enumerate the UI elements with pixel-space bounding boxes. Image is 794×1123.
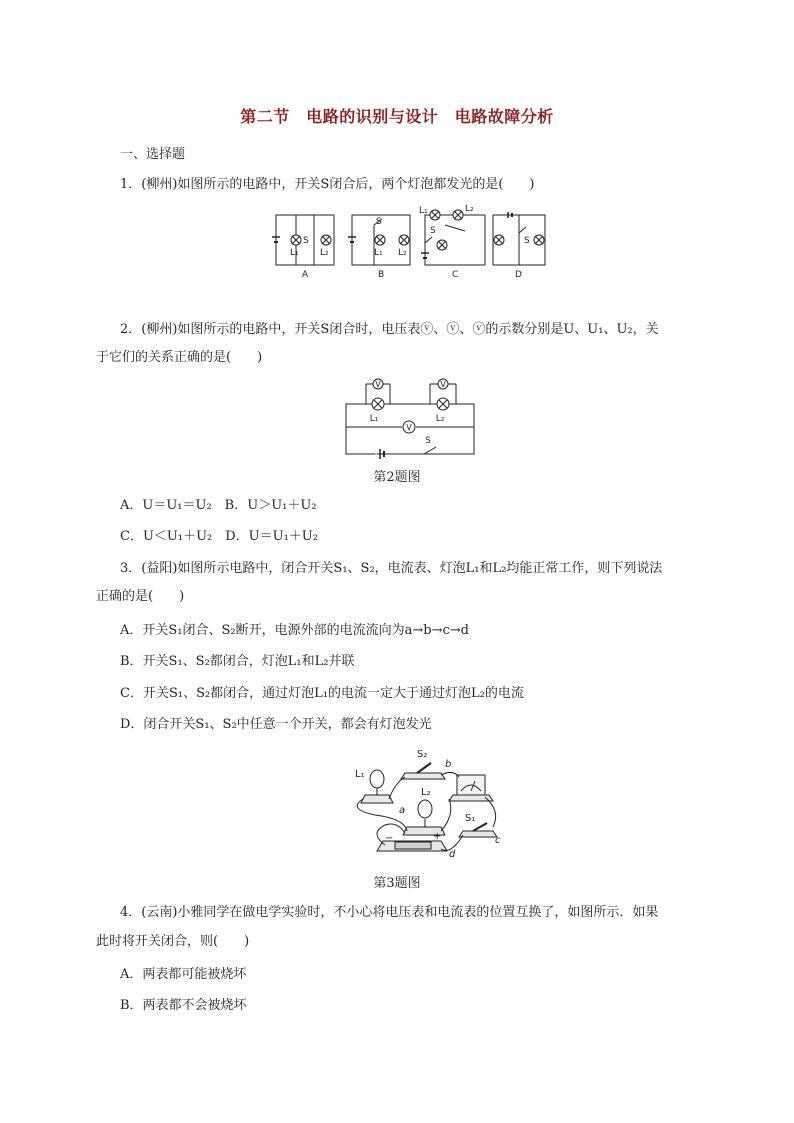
question-3-text-line2: 正确的是( )	[96, 589, 185, 604]
question-3-caption: 第3题图	[373, 876, 421, 891]
label-switch-q2: S	[425, 436, 431, 446]
option-label-d: D	[515, 270, 522, 280]
label-point-c: c	[495, 835, 501, 846]
label-point-d: d	[449, 849, 456, 860]
question-2-caption: 第2题图	[373, 470, 421, 485]
question-1-text: 1．(柳州)如图所示的电路中，开关S闭合后，两个灯泡都发光的是( )	[120, 177, 535, 192]
label-lamp2-a: L₂	[320, 248, 329, 258]
label-lamp1-b: L₁	[374, 248, 383, 258]
label-lamp1-c: L₁	[419, 206, 428, 216]
section-label: 一、选择题	[120, 147, 186, 162]
option-label-a: A	[302, 270, 309, 280]
label-lamp2-b: L₂	[398, 248, 407, 258]
question-3-figure	[345, 745, 505, 863]
label-point-b: b	[445, 759, 452, 770]
voltmeter-v2-label: V	[440, 380, 446, 389]
question-1-figure	[270, 203, 550, 283]
label-switch-d: S	[524, 236, 530, 246]
question-3-option-a: A．开关S₁闭合、S₂断开，电源外部的电流流向为a→b→c→d	[120, 623, 469, 638]
label-point-a: a	[399, 805, 406, 816]
question-3-text-line1: 3．(益阳)如图所示电路中，闭合开关S₁、S₂，电流表、灯泡L₁和L₂均能正常工作，则下列说法	[120, 561, 663, 576]
question-3-option-b: B．开关S₁、S₂都闭合，灯泡L₁和L₂并联	[120, 654, 355, 669]
option-label-c: C	[452, 270, 459, 280]
question-4-text-line1: 4．(云南)小雅同学在做电学实验时，不小心将电压表和电流表的位置互换了，如图所示．如果	[120, 905, 659, 920]
question-2-text-line1: 2．(柳州)如图所示的电路中，开关S闭合时，电压表ⓥ、ⓥ、ⓥ的示数分别是U、U₁、U₂，关	[120, 322, 659, 337]
page-title: 第二节 电路的识别与设计 电路故障分析	[240, 107, 554, 126]
circuit-option-d	[493, 212, 545, 265]
voltmeter-v-label: V	[406, 423, 412, 432]
label-lamp2-q2: L₂	[435, 414, 445, 424]
question-2-options-line1: A．U＝U₁＝U₂ B．U＞U₁＋U₂	[120, 498, 317, 513]
label-lamp1-a: L₁	[290, 248, 299, 258]
label-lamp1-q2: L₁	[369, 414, 379, 424]
label-switch-b: S	[376, 217, 382, 227]
label-switch1-q3: S₁	[465, 813, 476, 824]
option-label-b: B	[378, 270, 385, 280]
voltmeter-v1-label: V	[375, 380, 381, 389]
question-4-option-b: B．两表都不会被烧坏	[120, 998, 247, 1013]
label-switch2-q3: S₂	[417, 749, 428, 760]
question-2-text-line2: 于它们的关系正确的是( )	[96, 350, 263, 365]
label-battery-minus: −	[385, 833, 394, 844]
question-3-option-d: D．闭合开关S₁、S₂中任意一个开关，都会有灯泡发光	[120, 717, 432, 732]
question-3-option-c: C．开关S₁、S₂都闭合，通过灯泡L₁的电流一定大于通过灯泡L₂的电流	[120, 686, 524, 701]
circuit-option-c	[421, 210, 485, 265]
label-lamp2-q3: L₂	[421, 787, 431, 798]
label-lamp2-c: L₂	[465, 204, 474, 214]
label-battery-plus: +	[433, 831, 442, 842]
label-switch-c: S	[430, 226, 436, 236]
question-4-option-a: A．两表都可能被烧坏	[120, 967, 247, 982]
question-2-figure	[340, 372, 480, 460]
label-lamp1-q3: L₁	[355, 769, 365, 780]
question-2-options-line2: C．U＜U₁＋U₂ D．U＝U₁＋U₂	[120, 529, 318, 544]
label-switch-a: S	[303, 236, 309, 246]
question-4-text-line2: 此时将开关闭合，则( )	[96, 934, 250, 949]
